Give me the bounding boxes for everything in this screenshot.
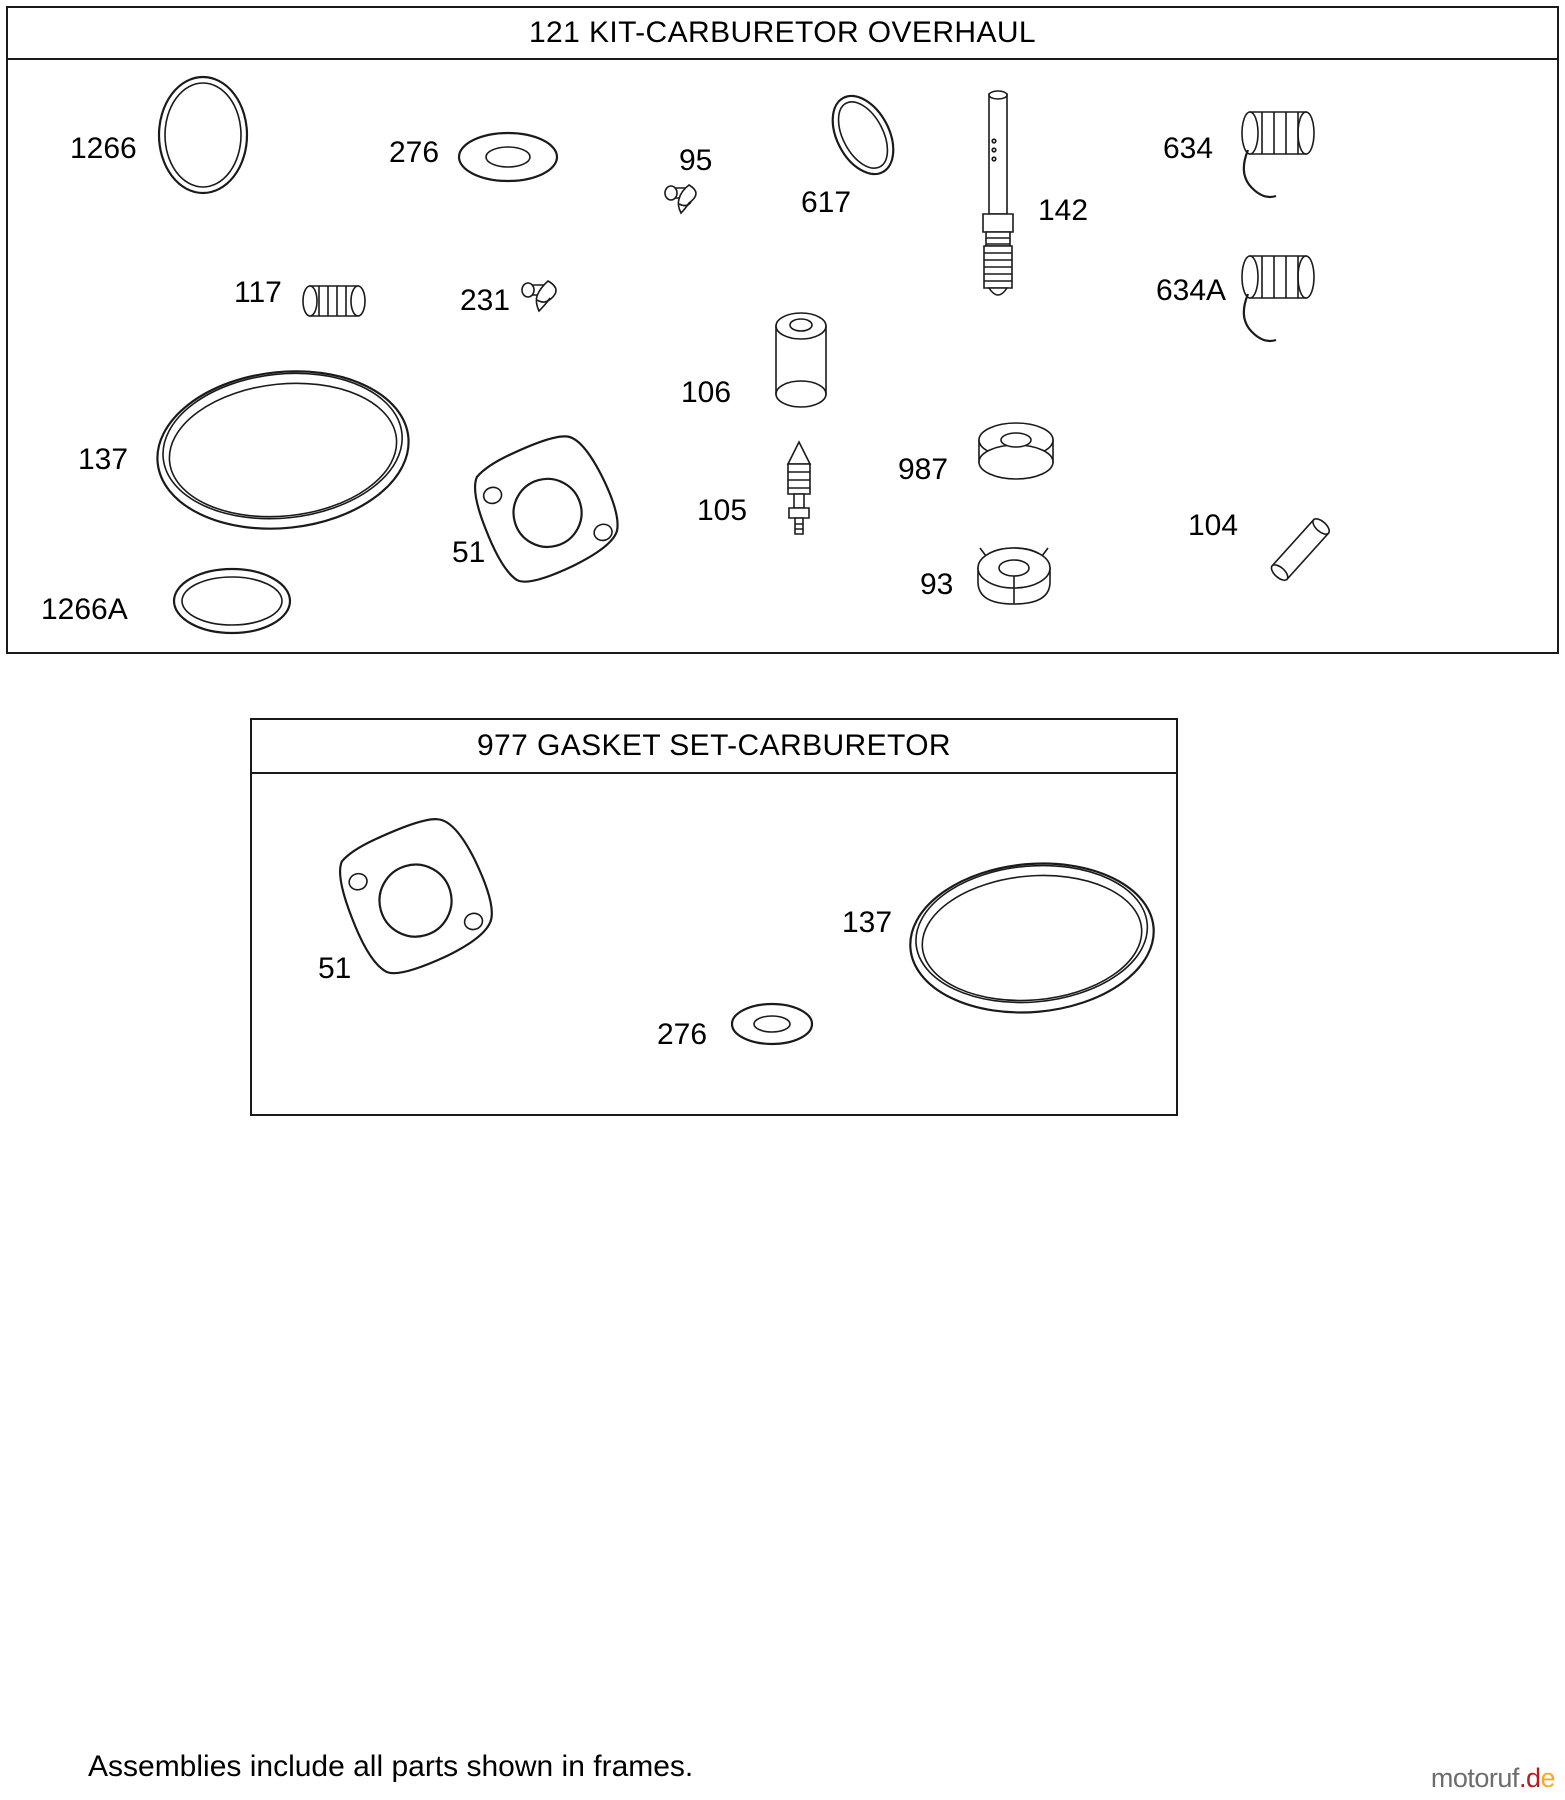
ref-label-276-gasket: 276 bbox=[657, 1018, 708, 1051]
ref-label-1266a: 1266A bbox=[41, 593, 128, 626]
needle-valve-105 bbox=[770, 436, 828, 544]
panel-gasket-title: 977 GASKET SET-CARBURETOR bbox=[476, 729, 952, 762]
panel-gasket-title-bar bbox=[252, 720, 1176, 774]
gasket-137 bbox=[148, 360, 418, 540]
ref-label-106: 106 bbox=[681, 376, 732, 409]
o-ring-1266 bbox=[148, 70, 258, 200]
gasket-137 bbox=[902, 852, 1162, 1024]
ref-label-105: 105 bbox=[697, 494, 748, 527]
ref-label-634a: 634A bbox=[1156, 274, 1227, 307]
ref-label-987: 987 bbox=[898, 453, 949, 486]
ref-label-104: 104 bbox=[1188, 509, 1239, 542]
ref-label-276: 276 bbox=[389, 136, 440, 169]
screw-95 bbox=[663, 178, 719, 234]
nozzle-142 bbox=[971, 86, 1031, 316]
o-ring-1266a bbox=[168, 560, 296, 642]
panel-kit-title-bar bbox=[8, 8, 1557, 60]
ref-label-93: 93 bbox=[920, 568, 954, 601]
screw-231 bbox=[518, 273, 576, 327]
spring-634a bbox=[1240, 242, 1340, 362]
watermark-main: motoruf bbox=[1430, 1763, 1519, 1793]
seat-93 bbox=[966, 542, 1062, 618]
panel-kit-carburetor-overhaul bbox=[6, 6, 1559, 654]
spring-117 bbox=[300, 274, 374, 330]
ref-label-137-gasket: 137 bbox=[842, 906, 893, 939]
watermark-e: e bbox=[1540, 1763, 1555, 1793]
watermark-dot: .d bbox=[1518, 1763, 1541, 1793]
watermark-motoruf bbox=[1431, 1763, 1555, 1794]
ref-label-51: 51 bbox=[452, 536, 486, 569]
pin-104 bbox=[1256, 508, 1342, 594]
ref-label-142: 142 bbox=[1038, 194, 1089, 227]
ref-label-1266: 1266 bbox=[70, 132, 137, 165]
washer-276 bbox=[457, 126, 559, 188]
ref-label-51-gasket: 51 bbox=[318, 952, 352, 985]
ref-label-617: 617 bbox=[801, 186, 852, 219]
gasket-51 bbox=[468, 440, 634, 588]
ref-label-634: 634 bbox=[1163, 132, 1214, 165]
ref-label-117: 117 bbox=[234, 276, 282, 309]
panel-gasket-set-carburetor bbox=[250, 718, 1178, 1116]
footnote-text: Assemblies include all parts shown in frames. bbox=[88, 1750, 694, 1783]
gasket-51 bbox=[330, 822, 506, 982]
spring-634 bbox=[1240, 98, 1340, 218]
ref-label-95: 95 bbox=[679, 144, 713, 177]
panel-kit-title: 121 KIT-CARBURETOR OVERHAUL bbox=[528, 16, 1037, 49]
ref-label-231: 231 bbox=[460, 284, 511, 317]
ref-label-137: 137 bbox=[78, 443, 129, 476]
float-106 bbox=[764, 304, 838, 416]
o-ring-617 bbox=[820, 90, 906, 180]
washer-276 bbox=[730, 998, 814, 1050]
seal-987 bbox=[971, 420, 1061, 482]
